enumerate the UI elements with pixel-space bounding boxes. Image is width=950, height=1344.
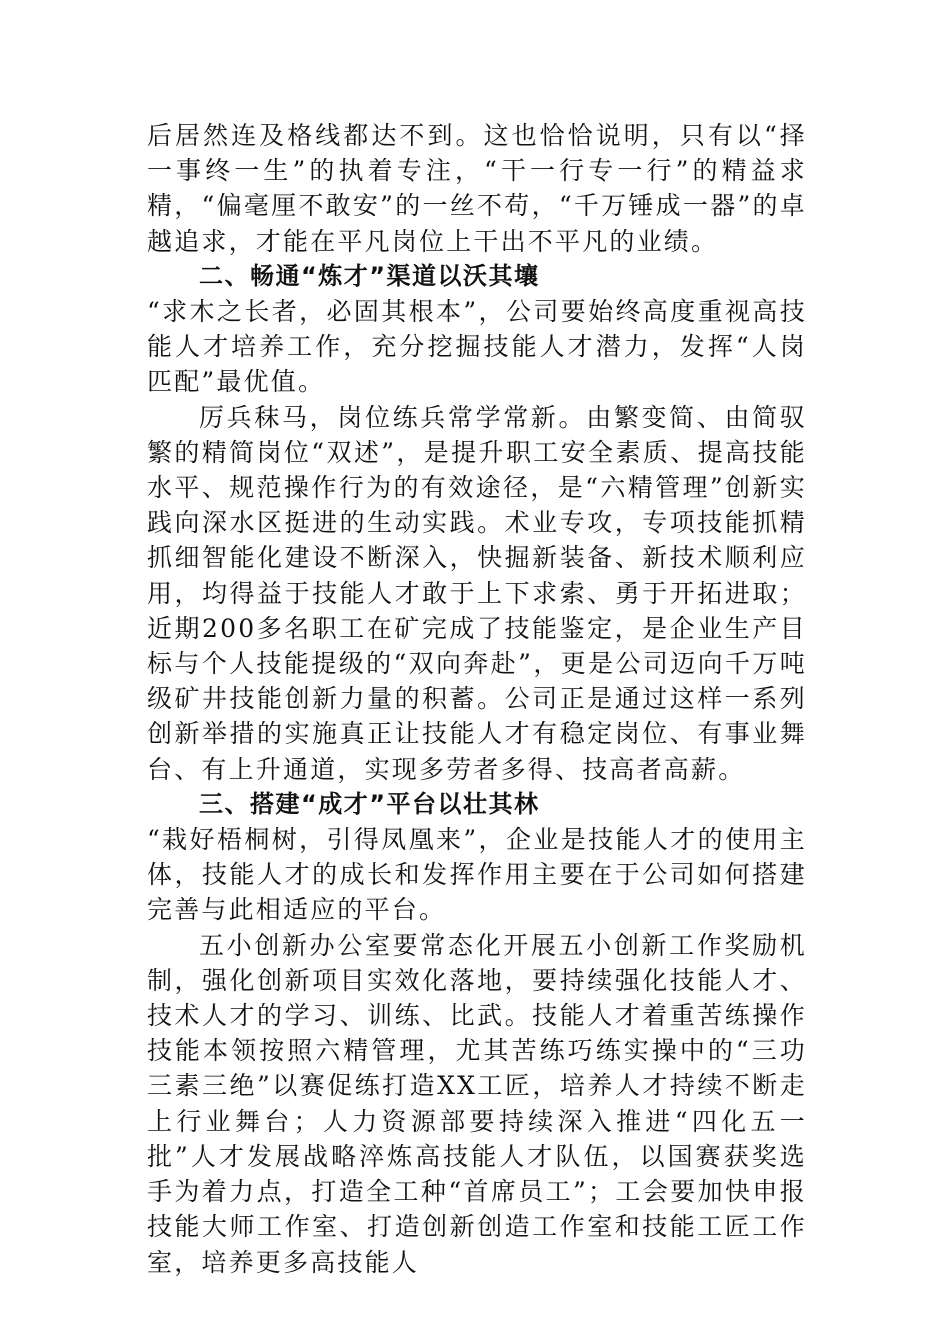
paragraph-3: 厉兵秣马，岗位练兵常学常新。由繁变简、由简驭繁的精简岗位“双述”，是提升职工安全素质、提高技能水平、规范操作行为的有效途径，是“六精管理”创新实践向深水区挺进的生动实践。术业专攻，专项技能抓精抓细智能化建设不断深入，快掘新装备、新技术顺利应用，均得益于技能人才敢于上下求索、勇于开拓进取；近期200多名职工在矿完成了技能鉴定，是企业生产目标与个人技能提级的“双向奔赴”，更是公司迈向千万吨级矿井技能创新力量的积蓄。公司正是通过这样一系列创新举措的实施真正让技能人才有稳定岗位、有事业舞台、有上升通道，实现多劳者多得、技高者高薪。	[147, 402, 807, 784]
section-heading-2: 二、畅通“炼才”渠道以沃其壤	[199, 261, 540, 290]
paragraph-2: “求木之长者，必固其根本”，公司要始终高度重视高技能人才培养工作，充分挖掘技能人才潜力，发挥“人岗匹配”最优值。	[147, 297, 807, 397]
paragraph-4: “栽好梧桐树，引得凤凰来”，企业是技能人才的使用主体，技能人才的成长和发挥作用主要在于公司如何搭建完善与此相适应的平台。	[147, 825, 807, 925]
paragraph-5: 五小创新办公室要常态化开展五小创新工作奖励机制，强化创新项目实效化落地，要持续强化技能人才、技术人才的学习、训练、比武。技能人才着重苦练操作技能本领按照六精管理，尤其苦练巧练实操中的“三功三素三绝”以赛促练打造XX工匠，培养人才持续不断走上行业舞台；人力资源部要持续深入推进“四化五一批”人才发展战略淬炼高技能人才队伍，以国赛获奖选手为着力点，打造全工种“首席员工”；工会要加快申报技能大师工作室、打造创新创造工作室和技能工匠工作室，培养更多高技能人	[147, 930, 807, 1277]
document-body	[147, 118, 807, 1280]
paragraph-1: 后居然连及格线都达不到。这也恰恰说明，只有以“择一事终一生”的执着专注，“干一行专一行”的精益求精，“偏毫厘不敢安”的一丝不苟，“千万锤成一器”的卓越追求，才能在平凡岗位上干出不平凡的业绩。	[147, 121, 807, 256]
section-heading-3: 三、搭建“成才”平台以壮其林	[199, 789, 540, 818]
